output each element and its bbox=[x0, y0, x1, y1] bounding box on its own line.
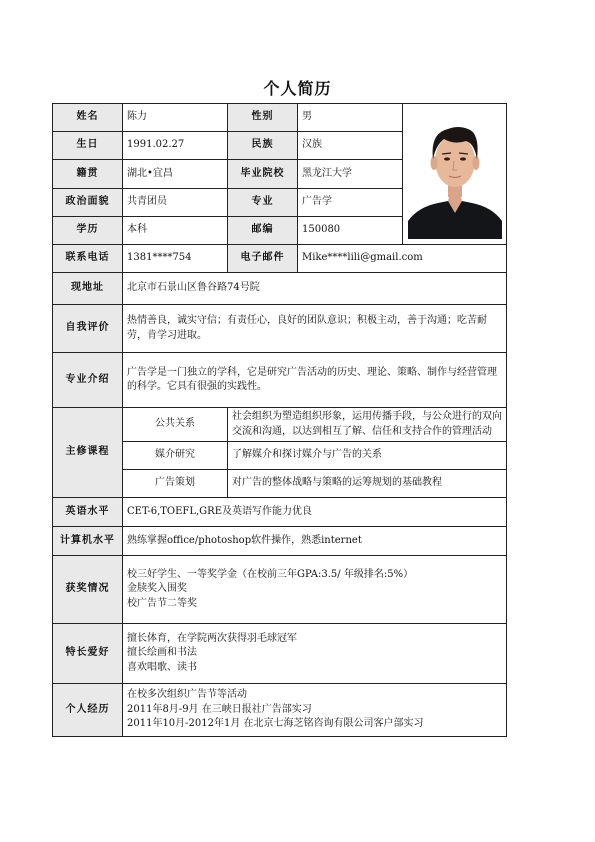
value-education: 本科 bbox=[123, 217, 228, 245]
row-awards bbox=[53, 556, 507, 624]
label-gender: 性别 bbox=[228, 104, 298, 132]
label-address: 现地址 bbox=[53, 273, 123, 305]
course-row bbox=[53, 408, 507, 442]
row-english bbox=[53, 498, 507, 527]
course-desc: 对广告的整体战略与策略的运筹规划的基础教程 bbox=[228, 470, 507, 498]
label-phone: 联系电话 bbox=[53, 245, 123, 273]
label-computer: 计算机水平 bbox=[53, 527, 123, 556]
value-self-eval: 热情善良，诚实守信；有责任心，良好的团队意识；积极主动，善于沟通；吃苦耐劳，肯学习进取。 bbox=[123, 305, 507, 353]
experience-item: 在校多次组织广告节等活动 bbox=[127, 689, 247, 701]
photo-cell bbox=[403, 104, 507, 245]
value-origin: 湖北•宜昌 bbox=[123, 160, 228, 189]
value-phone: 1381****754 bbox=[123, 245, 228, 273]
label-major: 专业 bbox=[228, 189, 298, 217]
label-politics: 政治面貌 bbox=[53, 189, 123, 217]
experience-item: 2011年10月-2012年1月 在北京七海芝铭咨询有限公司客户部实习 bbox=[127, 718, 424, 730]
course-name: 广告策划 bbox=[123, 470, 228, 498]
course-desc: 社会组织为塑造组织形象，运用传播手段，与公众进行的双向交流和沟通，以达到相互了解、信任和支持合作的管理活动 bbox=[228, 408, 507, 442]
row-hobbies bbox=[53, 624, 507, 684]
value-politics: 共青团员 bbox=[123, 189, 228, 217]
label-ethnicity: 民族 bbox=[228, 132, 298, 160]
value-email: Mike****lili@gmail.com bbox=[298, 245, 507, 273]
resume-table bbox=[52, 103, 507, 737]
value-name: 陈力 bbox=[123, 104, 228, 132]
label-major-intro: 专业介绍 bbox=[53, 353, 123, 408]
course-name: 公共关系 bbox=[123, 408, 228, 442]
value-postcode: 150080 bbox=[298, 217, 403, 245]
value-ethnicity: 汉族 bbox=[298, 132, 403, 160]
award-item: 金牍奖入围奖 bbox=[127, 583, 187, 595]
label-hobbies: 特长爱好 bbox=[53, 624, 123, 684]
row-major-intro bbox=[53, 353, 507, 408]
row-experience bbox=[53, 684, 507, 737]
label-origin: 籍贯 bbox=[53, 160, 123, 189]
value-address: 北京市石景山区鲁谷路74号院 bbox=[123, 273, 507, 305]
hobby-item: 喜欢唱歌、读书 bbox=[127, 661, 197, 673]
award-item: 校广告节二等奖 bbox=[127, 597, 197, 609]
row-self-eval bbox=[53, 305, 507, 353]
label-birth: 生日 bbox=[53, 132, 123, 160]
label-email: 电子邮件 bbox=[228, 245, 298, 273]
label-awards: 获奖情况 bbox=[53, 556, 123, 624]
value-experience bbox=[123, 684, 507, 737]
value-major: 广告学 bbox=[298, 189, 403, 217]
course-desc: 了解媒介和探讨媒介与广告的关系 bbox=[228, 442, 507, 470]
value-school: 黑龙江大学 bbox=[298, 160, 403, 189]
hobby-item: 擅长体育，在学院两次获得羽毛球冠军 bbox=[127, 632, 297, 644]
value-computer: 熟练掌握office/photoshop软件操作，熟悉internet bbox=[123, 527, 507, 556]
row-computer bbox=[53, 527, 507, 556]
label-courses: 主修课程 bbox=[53, 408, 123, 498]
value-birth: 1991.02.27 bbox=[123, 132, 228, 160]
experience-item: 2011年8月-9月 在三峡日报社广告部实习 bbox=[127, 703, 312, 715]
label-postcode: 邮编 bbox=[228, 217, 298, 245]
course-name: 媒介研究 bbox=[123, 442, 228, 470]
value-english: CET-6,TOEFL,GRE及英语写作能力优良 bbox=[123, 498, 507, 527]
row-name bbox=[53, 104, 507, 132]
label-self-eval: 自我评价 bbox=[53, 305, 123, 353]
row-phone bbox=[53, 245, 507, 273]
label-experience: 个人经历 bbox=[53, 684, 123, 737]
value-awards bbox=[123, 556, 507, 624]
value-major-intro: 广告学是一门独立的学科，它是研究广告活动的历史、理论、策略、制作与经营管理的科学。它具有很强的实践性。 bbox=[123, 353, 507, 408]
value-hobbies bbox=[123, 624, 507, 684]
label-name: 姓名 bbox=[53, 104, 123, 132]
label-english: 英语水平 bbox=[53, 498, 123, 527]
portrait-photo bbox=[408, 109, 502, 239]
page-title: 个人简历 bbox=[263, 79, 332, 98]
hobby-item: 擅长绘画和书法 bbox=[127, 647, 197, 659]
value-gender: 男 bbox=[298, 104, 403, 132]
label-education: 学历 bbox=[53, 217, 123, 245]
label-school: 毕业院校 bbox=[228, 160, 298, 189]
award-item: 校三好学生、一等奖学金（在校前三年GPA:3.5/ 年级排名:5%） bbox=[127, 568, 414, 580]
row-address bbox=[53, 273, 507, 305]
